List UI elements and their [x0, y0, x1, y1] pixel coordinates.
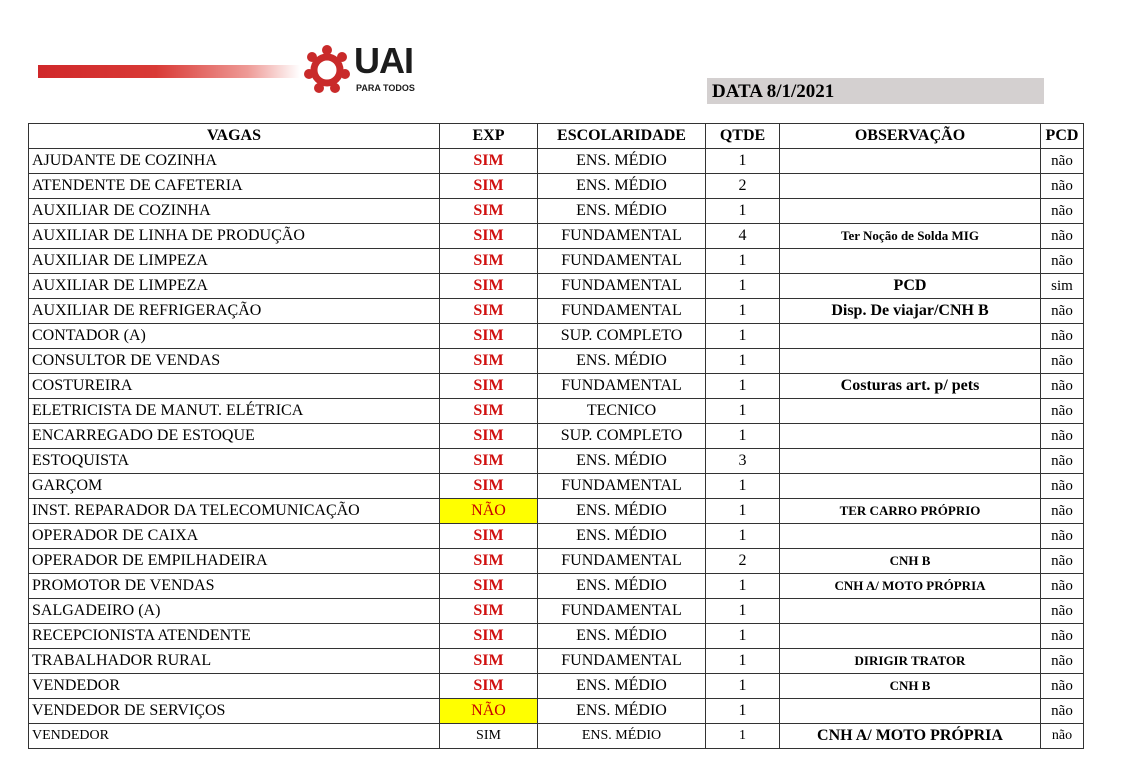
- cell-observacao: [780, 524, 1041, 549]
- cell-qtde: 1: [706, 574, 780, 599]
- cell-pcd: não: [1041, 399, 1084, 424]
- cell-escolaridade: ENS. MÉDIO: [538, 349, 706, 374]
- cell-observacao: CNH A/ MOTO PRÓPRIA: [780, 574, 1041, 599]
- cell-exp: SIM: [440, 224, 538, 249]
- cell-qtde: 1: [706, 674, 780, 699]
- cell-exp: SIM: [440, 299, 538, 324]
- cell-vaga: VENDEDOR: [29, 724, 440, 749]
- cell-escolaridade: FUNDAMENTAL: [538, 224, 706, 249]
- cell-observacao: [780, 349, 1041, 374]
- cell-observacao: Ter Noção de Solda MIG: [780, 224, 1041, 249]
- cell-pcd: não: [1041, 724, 1084, 749]
- cell-vaga: AUXILIAR DE LIMPEZA: [29, 274, 440, 299]
- date-label: DATA 8/1/2021: [707, 78, 1044, 104]
- table-row: [29, 574, 1084, 599]
- cell-qtde: 2: [706, 174, 780, 199]
- cell-pcd: não: [1041, 599, 1084, 624]
- table-row: [29, 149, 1084, 174]
- cell-vaga: INST. REPARADOR DA TELECOMUNICAÇÃO: [29, 499, 440, 524]
- cell-escolaridade: FUNDAMENTAL: [538, 474, 706, 499]
- cell-exp: SIM: [440, 374, 538, 399]
- cell-qtde: 3: [706, 449, 780, 474]
- cell-pcd: não: [1041, 674, 1084, 699]
- cell-escolaridade: ENS. MÉDIO: [538, 174, 706, 199]
- table-row: [29, 424, 1084, 449]
- table-row: [29, 474, 1084, 499]
- cell-escolaridade: FUNDAMENTAL: [538, 249, 706, 274]
- cell-escolaridade: ENS. MÉDIO: [538, 524, 706, 549]
- table-row: [29, 399, 1084, 424]
- column-header-escolaridade: ESCOLARIDADE: [538, 124, 706, 149]
- table-row: [29, 249, 1084, 274]
- cell-vaga: SALGADEIRO (A): [29, 599, 440, 624]
- cell-exp: SIM: [440, 474, 538, 499]
- cell-pcd: sim: [1041, 274, 1084, 299]
- cell-escolaridade: FUNDAMENTAL: [538, 374, 706, 399]
- cell-pcd: não: [1041, 224, 1084, 249]
- cell-exp: SIM: [440, 424, 538, 449]
- cell-exp: SIM: [440, 449, 538, 474]
- cell-exp: SIM: [440, 199, 538, 224]
- column-header-observacao: OBSERVAÇÃO: [780, 124, 1041, 149]
- cell-vaga: ELETRICISTA DE MANUT. ELÉTRICA: [29, 399, 440, 424]
- cell-qtde: 2: [706, 549, 780, 574]
- cell-vaga: CONSULTOR DE VENDAS: [29, 349, 440, 374]
- cell-exp: SIM: [440, 149, 538, 174]
- cell-exp: SIM: [440, 249, 538, 274]
- cell-exp: NÃO: [440, 699, 538, 724]
- cell-vaga: ESTOQUISTA: [29, 449, 440, 474]
- cell-escolaridade: FUNDAMENTAL: [538, 649, 706, 674]
- cell-observacao: DIRIGIR TRATOR: [780, 649, 1041, 674]
- cell-observacao: [780, 399, 1041, 424]
- cell-escolaridade: FUNDAMENTAL: [538, 599, 706, 624]
- cell-pcd: não: [1041, 324, 1084, 349]
- table-row: [29, 499, 1084, 524]
- cell-qtde: 1: [706, 249, 780, 274]
- cell-qtde: 1: [706, 399, 780, 424]
- table-row: [29, 699, 1084, 724]
- cell-qtde: 1: [706, 699, 780, 724]
- cell-pcd: não: [1041, 624, 1084, 649]
- table-row: [29, 649, 1084, 674]
- cell-qtde: 1: [706, 349, 780, 374]
- cell-observacao: Costuras art. p/ pets: [780, 374, 1041, 399]
- table-row: [29, 174, 1084, 199]
- cell-exp: SIM: [440, 549, 538, 574]
- cell-pcd: não: [1041, 574, 1084, 599]
- cell-escolaridade: ENS. MÉDIO: [538, 149, 706, 174]
- cell-qtde: 1: [706, 324, 780, 349]
- cell-pcd: não: [1041, 524, 1084, 549]
- cell-vaga: AUXILIAR DE REFRIGERAÇÃO: [29, 299, 440, 324]
- table-row: [29, 199, 1084, 224]
- cell-vaga: TRABALHADOR RURAL: [29, 649, 440, 674]
- cell-observacao: PCD: [780, 274, 1041, 299]
- table-row: [29, 324, 1084, 349]
- cell-qtde: 1: [706, 624, 780, 649]
- cell-pcd: não: [1041, 699, 1084, 724]
- cell-vaga: OPERADOR DE CAIXA: [29, 524, 440, 549]
- cell-qtde: 1: [706, 649, 780, 674]
- cell-observacao: [780, 699, 1041, 724]
- cell-exp: SIM: [440, 324, 538, 349]
- cell-vaga: AUXILIAR DE LIMPEZA: [29, 249, 440, 274]
- cell-vaga: ATENDENTE DE CAFETERIA: [29, 174, 440, 199]
- uai-logo: [300, 42, 430, 100]
- cell-vaga: AJUDANTE DE COZINHA: [29, 149, 440, 174]
- cell-vaga: PROMOTOR DE VENDAS: [29, 574, 440, 599]
- cell-observacao: [780, 174, 1041, 199]
- cell-observacao: [780, 449, 1041, 474]
- cell-exp: SIM: [440, 649, 538, 674]
- cell-qtde: 1: [706, 499, 780, 524]
- cell-vaga: COSTUREIRA: [29, 374, 440, 399]
- cell-escolaridade: SUP. COMPLETO: [538, 424, 706, 449]
- cell-observacao: CNH B: [780, 549, 1041, 574]
- cell-exp: SIM: [440, 599, 538, 624]
- cell-exp: SIM: [440, 574, 538, 599]
- cell-escolaridade: FUNDAMENTAL: [538, 299, 706, 324]
- cell-pcd: não: [1041, 374, 1084, 399]
- cell-exp: NÃO: [440, 499, 538, 524]
- cell-observacao: CNH B: [780, 674, 1041, 699]
- cell-vaga: CONTADOR (A): [29, 324, 440, 349]
- cell-observacao: CNH A/ MOTO PRÓPRIA: [780, 724, 1041, 749]
- cell-observacao: [780, 424, 1041, 449]
- cell-vaga: VENDEDOR DE SERVIÇOS: [29, 699, 440, 724]
- cell-pcd: não: [1041, 174, 1084, 199]
- cell-vaga: AUXILIAR DE COZINHA: [29, 199, 440, 224]
- cell-escolaridade: ENS. MÉDIO: [538, 724, 706, 749]
- cell-escolaridade: ENS. MÉDIO: [538, 574, 706, 599]
- table-header-row: [29, 124, 1084, 149]
- cell-escolaridade: SUP. COMPLETO: [538, 324, 706, 349]
- table-row: [29, 374, 1084, 399]
- cell-exp: SIM: [440, 174, 538, 199]
- column-header-qtde: QTDE: [706, 124, 780, 149]
- cell-escolaridade: ENS. MÉDIO: [538, 199, 706, 224]
- table-row: [29, 624, 1084, 649]
- cell-vaga: RECEPCIONISTA ATENDENTE: [29, 624, 440, 649]
- table-row: [29, 674, 1084, 699]
- cell-qtde: 1: [706, 374, 780, 399]
- table-row: [29, 599, 1084, 624]
- cell-pcd: não: [1041, 249, 1084, 274]
- cell-observacao: [780, 599, 1041, 624]
- column-header-pcd: PCD: [1041, 124, 1084, 149]
- table-row: [29, 524, 1084, 549]
- cell-pcd: não: [1041, 199, 1084, 224]
- cell-vaga: GARÇOM: [29, 474, 440, 499]
- cell-escolaridade: ENS. MÉDIO: [538, 449, 706, 474]
- cell-qtde: 1: [706, 299, 780, 324]
- table-row: [29, 724, 1084, 749]
- cell-escolaridade: ENS. MÉDIO: [538, 624, 706, 649]
- cell-exp: SIM: [440, 674, 538, 699]
- cell-escolaridade: ENS. MÉDIO: [538, 674, 706, 699]
- table-row: [29, 299, 1084, 324]
- cell-pcd: não: [1041, 549, 1084, 574]
- header-red-bar: [38, 65, 300, 78]
- cell-qtde: 1: [706, 199, 780, 224]
- cell-exp: SIM: [440, 274, 538, 299]
- job-vacancies-table: [28, 123, 1084, 749]
- logo-subtitle: PARA TODOS: [356, 83, 415, 93]
- cell-escolaridade: ENS. MÉDIO: [538, 699, 706, 724]
- cell-qtde: 1: [706, 599, 780, 624]
- cell-exp: SIM: [440, 624, 538, 649]
- cell-escolaridade: ENS. MÉDIO: [538, 499, 706, 524]
- cell-pcd: não: [1041, 474, 1084, 499]
- cell-observacao: [780, 324, 1041, 349]
- table-row: [29, 274, 1084, 299]
- cell-escolaridade: FUNDAMENTAL: [538, 274, 706, 299]
- cell-observacao: [780, 624, 1041, 649]
- cell-observacao: [780, 474, 1041, 499]
- cell-escolaridade: TECNICO: [538, 399, 706, 424]
- logo-title: UAI: [354, 40, 413, 81]
- table-row: [29, 549, 1084, 574]
- cell-vaga: ENCARREGADO DE ESTOQUE: [29, 424, 440, 449]
- cell-pcd: não: [1041, 349, 1084, 374]
- cell-pcd: não: [1041, 449, 1084, 474]
- table-row: [29, 449, 1084, 474]
- cell-qtde: 4: [706, 224, 780, 249]
- cell-observacao: [780, 199, 1041, 224]
- column-header-exp: EXP: [440, 124, 538, 149]
- cell-pcd: não: [1041, 299, 1084, 324]
- cell-pcd: não: [1041, 149, 1084, 174]
- cell-pcd: não: [1041, 499, 1084, 524]
- column-header-vagas: VAGAS: [29, 124, 440, 149]
- cell-observacao: [780, 149, 1041, 174]
- cell-vaga: AUXILIAR DE LINHA DE PRODUÇÃO: [29, 224, 440, 249]
- cell-qtde: 1: [706, 274, 780, 299]
- cell-vaga: OPERADOR DE EMPILHADEIRA: [29, 549, 440, 574]
- cell-pcd: não: [1041, 424, 1084, 449]
- table-row: [29, 224, 1084, 249]
- people-circle-icon: [300, 42, 354, 96]
- cell-qtde: 1: [706, 149, 780, 174]
- cell-qtde: 1: [706, 424, 780, 449]
- cell-exp: SIM: [440, 524, 538, 549]
- cell-exp: SIM: [440, 724, 538, 749]
- cell-observacao: TER CARRO PRÓPRIO: [780, 499, 1041, 524]
- table-row: [29, 349, 1084, 374]
- cell-pcd: não: [1041, 649, 1084, 674]
- cell-qtde: 1: [706, 524, 780, 549]
- cell-qtde: 1: [706, 724, 780, 749]
- cell-exp: SIM: [440, 399, 538, 424]
- cell-vaga: VENDEDOR: [29, 674, 440, 699]
- cell-qtde: 1: [706, 474, 780, 499]
- cell-observacao: Disp. De viajar/CNH B: [780, 299, 1041, 324]
- cell-escolaridade: FUNDAMENTAL: [538, 549, 706, 574]
- cell-observacao: [780, 249, 1041, 274]
- cell-exp: SIM: [440, 349, 538, 374]
